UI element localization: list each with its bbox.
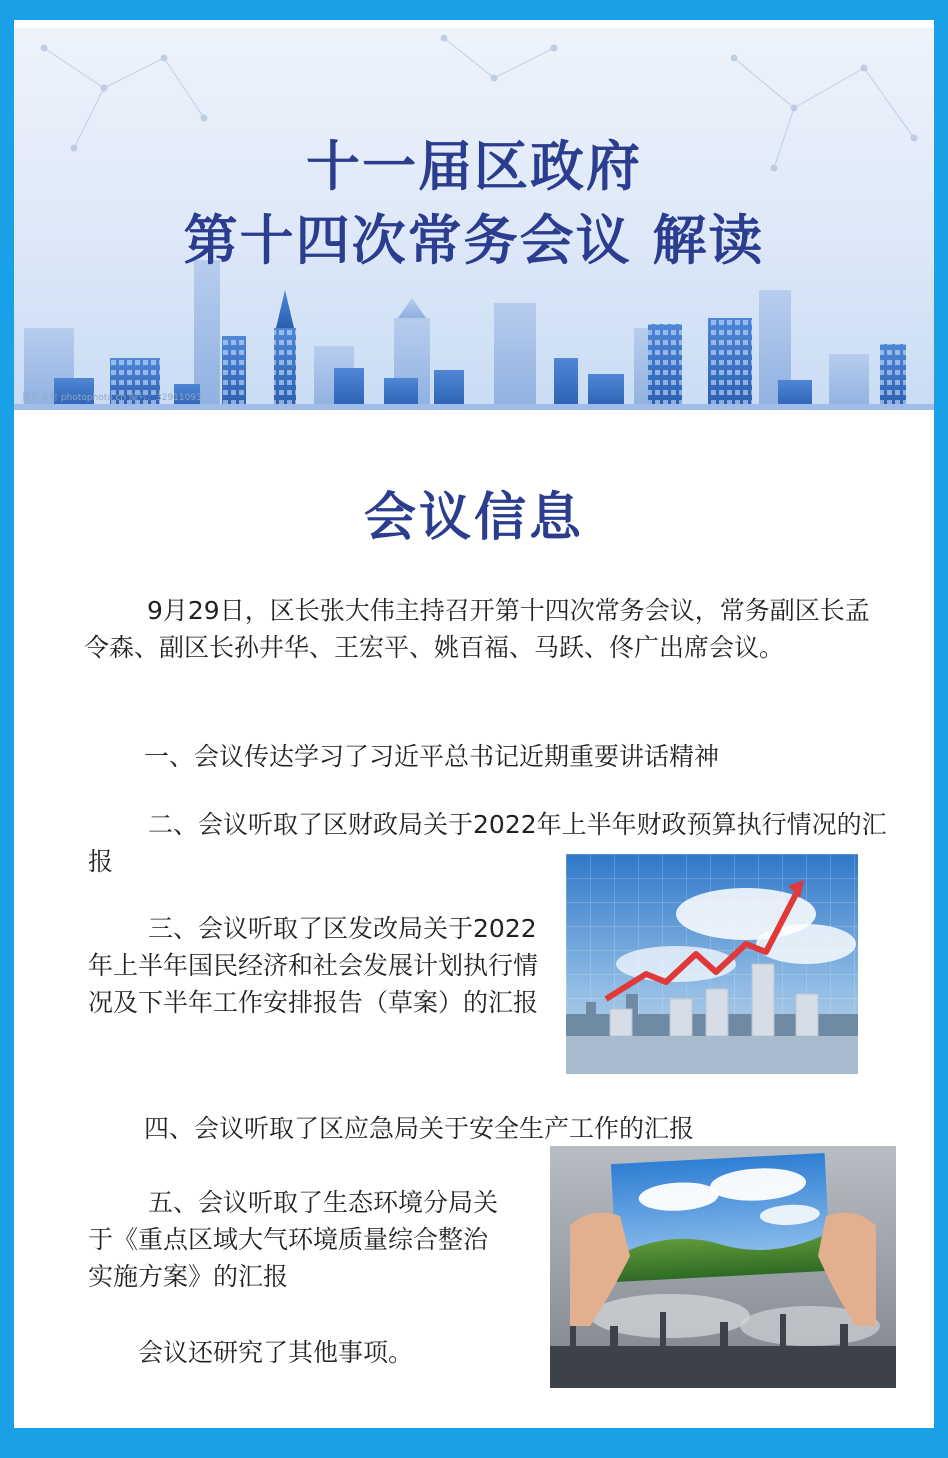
agenda-item-5: 五、会议听取了生态环境分局关于《重点区域大气环境质量综合整治实施方案》的汇报 [88, 1188, 499, 1291]
agenda-item-4: 四、会议听取了区应急局关于安全生产工作的汇报 [144, 1114, 695, 1143]
watermark-text: 图片来自 photophoto.cn 编号：32911093 [22, 393, 202, 403]
environment-photo [550, 1146, 896, 1388]
agenda-item-2: 二、会议听取了区财政局关于2022年上半年财政预算执行情况的汇报 [88, 810, 887, 876]
closing-paragraph: 会议还研究了其他事项。 [138, 1338, 414, 1367]
banner-title-line2: 第十四次常务会议 解读 [183, 209, 765, 272]
section-title: 会议信息 [363, 488, 584, 548]
banner-title-line1: 十一届区政府 [306, 135, 642, 198]
agenda-item-3: 三、会议听取了区发改局关于2022年上半年国民经济和社会发展计划执行情况及下半年工作安排报告（草案）的汇报 [88, 914, 539, 1017]
intro-paragraph: 9月29日，区长张大伟主持召开第十四次常务会议，常务副区长孟令森、副区长孙井华、王宏平、姚百福、马跃、佟广出席会议。 [84, 596, 870, 662]
growth-chart-photo [566, 854, 858, 1074]
page-frame [14, 20, 934, 1428]
agenda-item-1: 一、会议传达学习了习近平总书记近期重要讲话精神 [144, 742, 720, 771]
header-banner [14, 28, 934, 410]
